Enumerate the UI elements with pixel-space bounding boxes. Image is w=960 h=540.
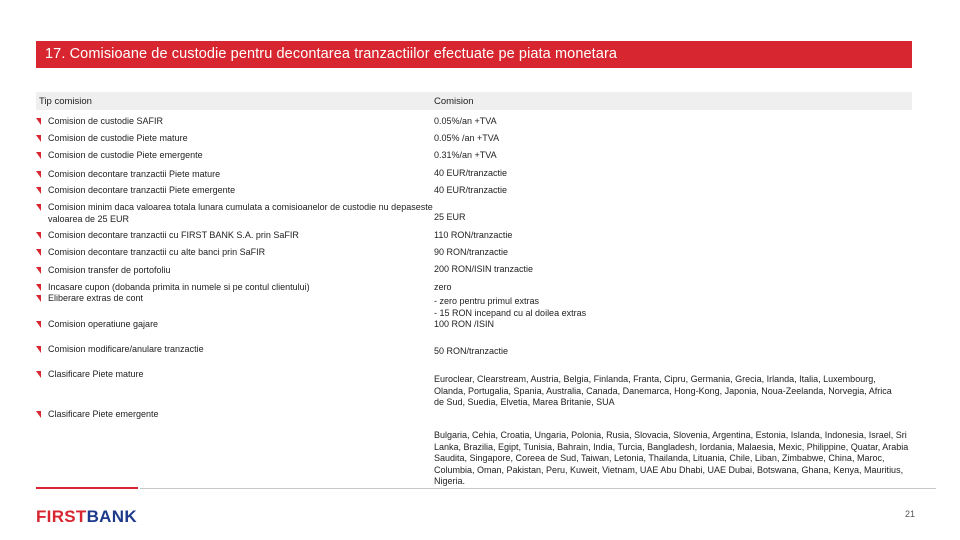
bullet-triangle-icon — [36, 267, 41, 274]
row-comision: 90 RON/tranzactie — [434, 247, 509, 257]
bullet-triangle-icon — [36, 187, 41, 194]
group-value: zero — [434, 282, 452, 292]
group-tip-item: Comision operatiune gajare — [48, 319, 159, 329]
row-tip: Comision decontare tranzactii Piete emergente — [48, 185, 236, 195]
bullet-triangle-icon — [36, 204, 41, 211]
clasificare-mature-value: Euroclear, Clearstream, Austria, Belgia, Finlanda, Franta, Cipru, Germania, Grecia, Irlanda, Italia, Luxembourg, Olanda, Portugalia, Spania, Australia, Canada, Danemarca, Hong-Kong, Japonia, Noua-Zeelanda, Norvegia, Africa de Sud, Suedia, Elvetia, Marea Britanie, SUA — [434, 374, 892, 407]
row-tip: Comision transfer de portofoliu — [48, 265, 171, 275]
row-comision: 50 RON/tranzactie — [434, 346, 509, 356]
group-value: - zero pentru primul extras — [434, 296, 540, 306]
bullet-triangle-icon — [36, 152, 41, 159]
footer-divider — [140, 488, 936, 489]
row-tip: Comision decontare tranzactii cu alte banci prin SaFIR — [48, 247, 266, 257]
bullet-triangle-icon — [36, 295, 41, 302]
group-tip-item: Eliberare extras de cont — [48, 293, 144, 303]
table-row-group — [36, 282, 912, 332]
bullet-triangle-icon — [36, 371, 41, 378]
firstbank-logo: FIRSTBANK — [36, 507, 137, 526]
row-comision: 0.31%/an +TVA — [434, 150, 497, 160]
row-tip: Comision decontare tranzactii cu FIRST BANK S.A. prin SaFIR — [48, 230, 299, 240]
bullet-triangle-icon — [36, 232, 41, 239]
bullet-triangle-icon — [36, 135, 41, 142]
group-value: 100 RON /ISIN — [434, 319, 495, 329]
group-value: - 15 RON incepand cu al doilea extras — [434, 307, 587, 318]
row-comision: 200 RON/ISIN tranzactie — [434, 264, 534, 274]
row-tip: Comision decontare tranzactii Piete mature — [48, 169, 221, 179]
clasificare-emergente-value: Bulgaria, Cehia, Croatia, Ungaria, Polonia, Rusia, Slovacia, Slovenia, Argentina, Estonia, Islanda, Indonesia, Israel, Sri Lanka, Brazilia, Egipt, Tunisia, Bahrain, India, Turcia, Bangladesh, Iordania, Malaesia, Mexic, Philippine, Quatar, Arabia Saudita, Singapore, Coreea de Sud, Taiwan, Letonia, Thailanda, Lituania, Chile, Liban, Zimbabwe, China, Maroc, Columbia, Oman, Pakistan, Peru, Kuweit, Vietnam, UAE Abu Dhabi, UAE Dubai, Botswana, Ghana, Kenya, Mauritius, Nigeria. — [434, 430, 909, 486]
bullet-triangle-icon — [36, 411, 41, 418]
row-comision: 40 EUR/tranzactie — [434, 168, 508, 178]
row-comision: 40 EUR/tranzactie — [434, 185, 508, 195]
row-tip: Comision minim daca valoarea totala lunara cumulata a comisioanelor de custodie nu depaseste valoarea de 25 EUR — [48, 202, 433, 224]
bullet-triangle-icon — [36, 284, 41, 291]
row-tip: Comision de custodie Piete emergente — [48, 150, 203, 160]
row-comision: 0.05% /an +TVA — [434, 133, 500, 143]
bullet-triangle-icon — [36, 346, 41, 353]
header-tip-comision: Tip comision — [39, 96, 92, 107]
bullet-triangle-icon — [36, 171, 41, 178]
bullet-triangle-icon — [36, 118, 41, 125]
header-comision: Comision — [434, 96, 474, 107]
footer-divider-red — [36, 487, 138, 489]
page-title: 17. Comisioane de custodie pentru decontarea tranzactiilor efectuate pe piata monetara — [36, 41, 912, 68]
bullet-triangle-icon — [36, 249, 41, 256]
row-comision: 110 RON/tranzactie — [434, 230, 513, 240]
clasificare-emergente-label: Clasificare Piete emergente — [48, 409, 159, 419]
row-comision: 25 EUR — [434, 212, 466, 222]
row-tip: Comision de custodie SAFIR — [48, 116, 164, 126]
clasificare-mature-label: Clasificare Piete mature — [48, 369, 144, 379]
row-comision: 0.05%/an +TVA — [434, 116, 497, 126]
page-number: 21 — [905, 509, 916, 519]
table-header — [36, 92, 912, 110]
row-tip: Comision de custodie Piete mature — [48, 133, 188, 143]
bullet-triangle-icon — [36, 321, 41, 328]
row-tip: Comision modificare/anulare tranzactie — [48, 344, 204, 354]
group-tip-item: Incasare cupon (dobanda primita in numele si pe contul clientului) — [48, 282, 310, 292]
